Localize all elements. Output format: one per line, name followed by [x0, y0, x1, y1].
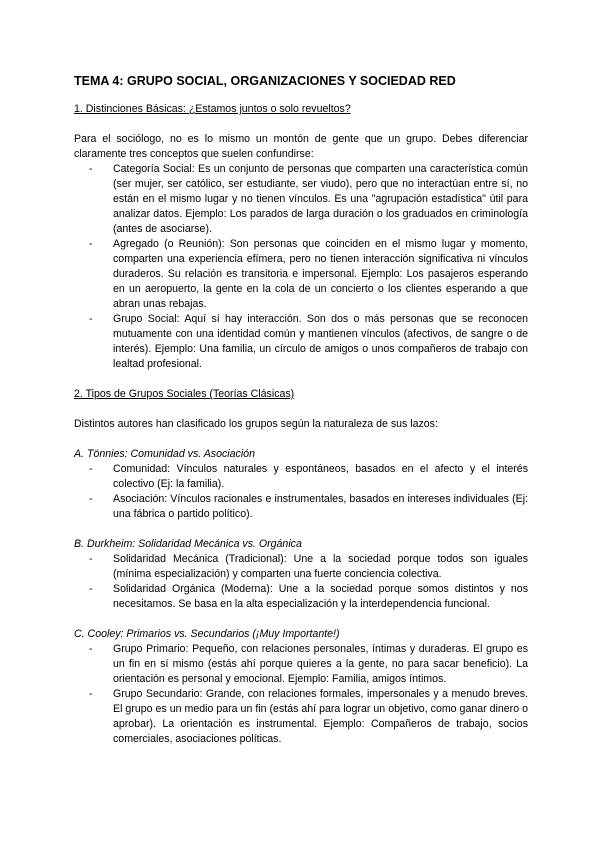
bullet-dash: -	[89, 583, 93, 595]
spacer	[74, 612, 528, 627]
subsection-cooley-heading: C. Cooley: Primarios vs. Secundarios (¡Muy Importante!)	[74, 628, 340, 640]
section-1-list	[74, 162, 528, 372]
list-item	[74, 582, 528, 612]
list-item-text: Comunidad: Vínculos naturales y espontáneos, basados en el afecto y el interés colectivo (Ej: la familia).	[113, 463, 528, 490]
list-item-text: Grupo Social: Aquí sí hay interacción. Son dos o más personas que se reconocen mutuamente con una identidad común y mantienen vínculos (afectivos, de sangre o de interés). Ejemplo: Una familia, un círculo de amigos o unos compañeros de trabajo con lealtad profesional.	[113, 313, 528, 370]
subsection-tonnies-heading: A. Tönnies: Comunidad vs. Asociación	[74, 448, 255, 460]
list-item-text: Grupo Secundario: Grande, con relaciones formales, impersonales y a menudo breves. El grupo es un medio para un fin (estás ahí para lograr un objetivo, como ganar dinero o aprobar). La orientación es instrumental. Ejemplo: Compañeros de trabajo, socios comerciales, asociaciones políticas.	[113, 688, 528, 745]
list-item	[74, 552, 528, 582]
list-item	[74, 687, 528, 747]
bullet-dash: -	[89, 688, 93, 700]
list-item-text: Solidaridad Mecánica (Tradicional): Une a la sociedad porque todos son iguales (mínima especialización) y comparten una fuerte conciencia colectiva.	[113, 553, 528, 580]
list-item	[74, 492, 528, 522]
spacer	[74, 372, 528, 387]
list-item-text: Grupo Primario: Pequeño, con relaciones personales, íntimas y duraderas. El grupo es un fin en sí mismo (estás ahí porque quieres a la gente, no para sacar beneficio). La orientación es personal y emocional. Ejemplo: Familia, amigos íntimos.	[113, 643, 528, 685]
list-item-text: Asociación: Vínculos racionales e instrumentales, basados en intereses individuales (Ej: una fábrica o partido político).	[113, 493, 528, 520]
list-item	[74, 642, 528, 687]
bullet-dash: -	[89, 238, 93, 250]
list-item	[74, 162, 528, 237]
bullet-dash: -	[89, 493, 93, 505]
bullet-dash: -	[89, 643, 93, 655]
bullet-dash: -	[89, 553, 93, 565]
section-2-intro: Distintos autores han clasificado los grupos según la naturaleza de sus lazos:	[74, 418, 438, 430]
list-item	[74, 462, 528, 492]
subsection-tonnies-list	[74, 462, 528, 522]
spacer	[74, 432, 528, 447]
document-title: TEMA 4: GRUPO SOCIAL, ORGANIZACIONES Y SOCIEDAD RED	[74, 74, 456, 88]
subsection-durkheim-heading: B. Durkheim: Solidaridad Mecánica vs. Orgánica	[74, 538, 302, 550]
list-item-text: Agregado (o Reunión): Son personas que coinciden en el mismo lugar y momento, comparten una experiencia efímera, pero no tienen interacción significativa ni vínculos duraderos. Su relación es transitoria e impersonal. Ejemplo: Los pasajeros esperando en un aeropuerto, la gente en la cola de un concierto o los clientes esperando a que abran unas rebajas.	[113, 238, 528, 310]
section-1-heading: 1. Distinciones Básicas: ¿Estamos juntos o solo revueltos?	[74, 103, 351, 115]
list-item-text: Categoría Social: Es un conjunto de personas que comparten una característica común (ser mujer, ser católico, ser estudiante, ser viudo), pero que no interactúan entre sí, no están en el mismo lugar y no tienen vínculos. Es una "agrupación estadística" útil para analizar datos. Ejemplo: Los parados de larga duración o los graduados en criminología (antes de asociarse).	[113, 163, 528, 235]
list-item-text: Solidaridad Orgánica (Moderna): Une a la sociedad porque somos distintos y nos necesitamos. Se basa en la alta especialización y la interdependencia funcional.	[113, 583, 528, 610]
list-item	[74, 237, 528, 312]
bullet-dash: -	[89, 163, 93, 175]
section-2-heading: 2. Tipos de Grupos Sociales (Teorías Clásicas)	[74, 388, 295, 400]
spacer	[74, 522, 528, 537]
bullet-dash: -	[89, 463, 93, 475]
list-item	[74, 312, 528, 372]
subsection-durkheim-list	[74, 552, 528, 612]
document-body	[74, 73, 528, 747]
subsection-cooley-list	[74, 642, 528, 747]
section-1-intro: Para el sociólogo, no es lo mismo un montón de gente que un grupo. Debes diferenciar claramente tres conceptos que suelen confundirse:	[74, 133, 528, 160]
bullet-dash: -	[89, 313, 93, 325]
